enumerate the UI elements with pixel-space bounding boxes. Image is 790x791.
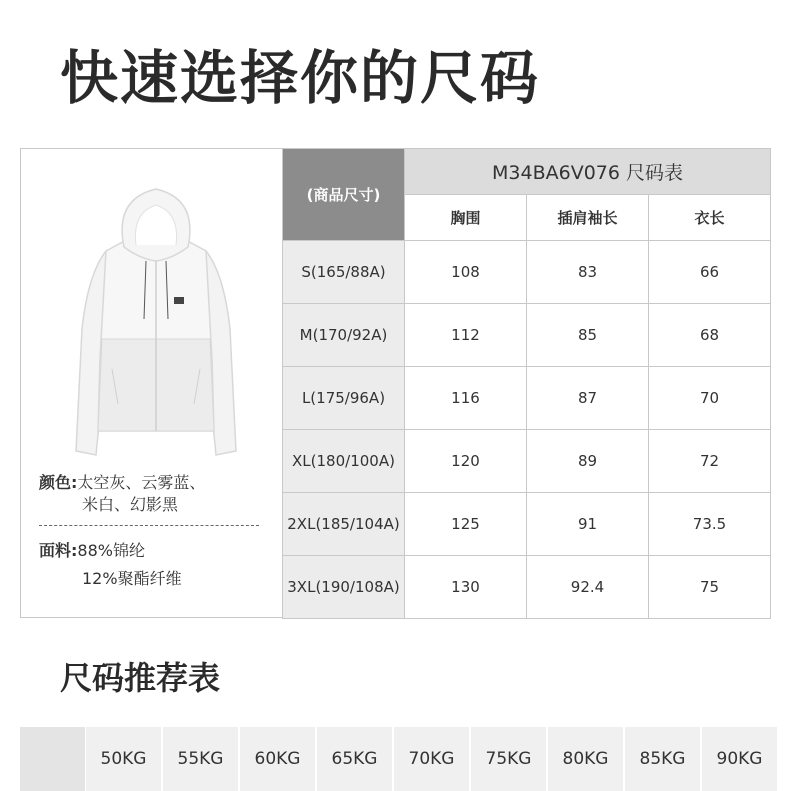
table-cell: 89	[527, 430, 649, 493]
size-table-title: M34BA6V076 尺码表	[405, 149, 771, 195]
product-panel	[20, 148, 282, 618]
table-cell: 85	[527, 304, 649, 367]
table-cell: 125	[405, 493, 527, 556]
table-row	[283, 304, 771, 367]
table-row	[283, 493, 771, 556]
table-row	[283, 241, 771, 304]
weight-header-row	[20, 727, 790, 791]
jacket-image	[66, 179, 246, 469]
table-cell: 70	[649, 367, 771, 430]
weight-cell: 65KG	[317, 727, 394, 791]
row-size-label: L(175/96A)	[283, 367, 405, 430]
table-row	[283, 367, 771, 430]
weight-cell: 60KG	[240, 727, 317, 791]
fabric-line2: 12%聚酯纤维	[82, 569, 182, 588]
row-size-label: XL(180/100A)	[283, 430, 405, 493]
color-values-line2: 米白、幻影黑	[82, 495, 179, 514]
table-cell: 112	[405, 304, 527, 367]
row-size-label: S(165/88A)	[283, 241, 405, 304]
divider	[39, 525, 259, 526]
table-cell: 120	[405, 430, 527, 493]
color-label: 颜色:	[39, 473, 78, 492]
column-header: 胸围	[405, 195, 527, 241]
color-values-line1: 太空灰、云雾蓝、	[77, 473, 206, 492]
table-cell: 87	[527, 367, 649, 430]
table-cell: 83	[527, 241, 649, 304]
size-table	[282, 148, 771, 619]
table-cell: 116	[405, 367, 527, 430]
table-cell: 73.5	[649, 493, 771, 556]
page-title: 快速选择你的尺码	[60, 44, 541, 112]
row-size-label: 3XL(190/108A)	[283, 556, 405, 619]
table-cell: 75	[649, 556, 771, 619]
table-row	[283, 556, 771, 619]
weight-cell: 80KG	[548, 727, 625, 791]
row-size-label: 2XL(185/104A)	[283, 493, 405, 556]
table-cell: 68	[649, 304, 771, 367]
fabric-spec	[39, 537, 182, 593]
table-cell: 108	[405, 241, 527, 304]
row-size-label: M(170/92A)	[283, 304, 405, 367]
fabric-line1: 88%锦纶	[77, 541, 145, 560]
table-cell: 72	[649, 430, 771, 493]
column-header: 插肩袖长	[527, 195, 649, 241]
table-cell: 92.4	[527, 556, 649, 619]
size-corner-label: (商品尺寸)	[283, 149, 405, 241]
weight-cell: 75KG	[471, 727, 548, 791]
weight-cell: 70KG	[394, 727, 471, 791]
weight-cell: 55KG	[163, 727, 240, 791]
table-cell: 91	[527, 493, 649, 556]
table-row	[283, 430, 771, 493]
weight-cell: 85KG	[625, 727, 702, 791]
weight-cell: 90KG	[702, 727, 779, 791]
fabric-label: 面料:	[39, 541, 78, 560]
recommend-title: 尺码推荐表	[60, 659, 221, 697]
weight-corner-cell	[20, 727, 86, 791]
table-cell: 66	[649, 241, 771, 304]
color-spec	[39, 472, 205, 516]
table-cell: 130	[405, 556, 527, 619]
column-header: 衣长	[649, 195, 771, 241]
weight-cell: 50KG	[86, 727, 163, 791]
